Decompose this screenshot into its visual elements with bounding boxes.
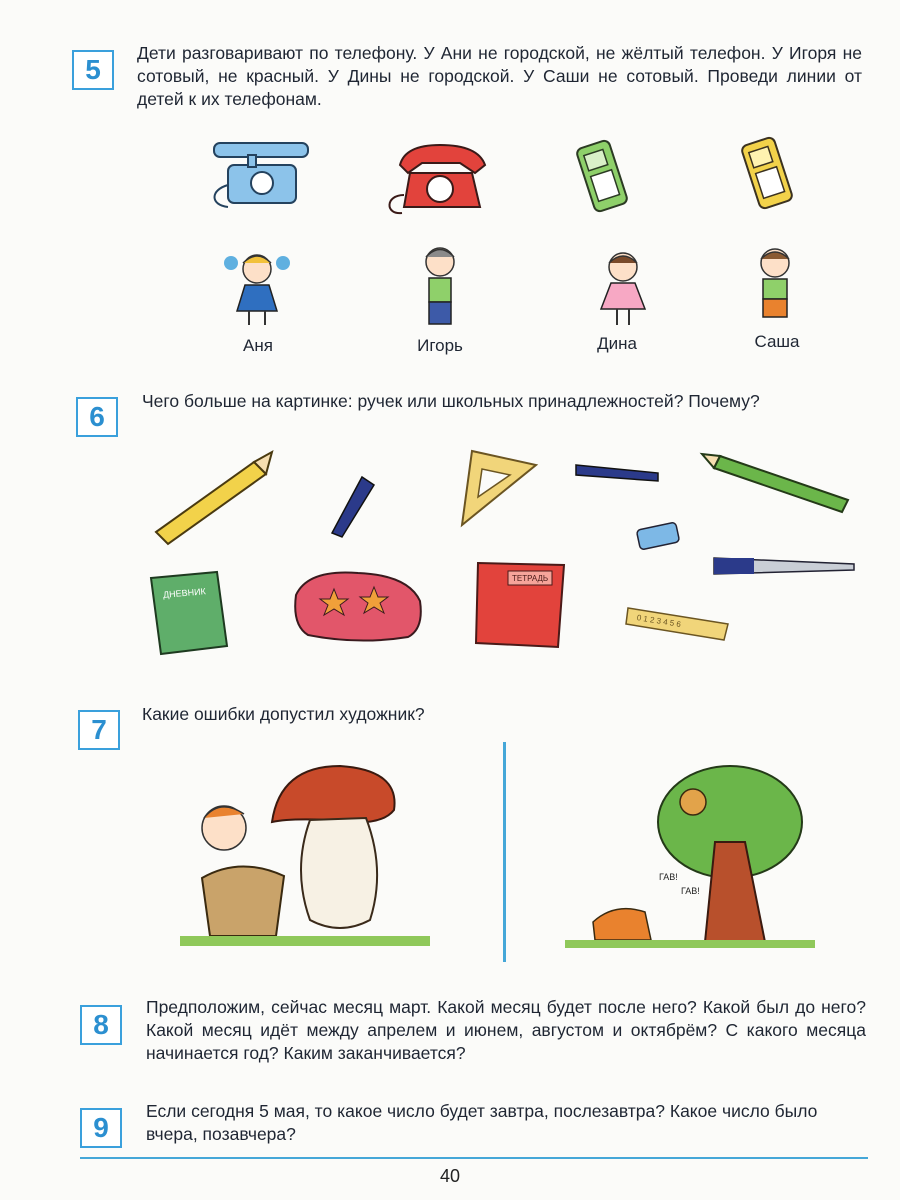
task-6-text: Чего больше на картинке: ручек или школьных принадлежностей? Почему? (142, 391, 760, 411)
task-number-8: 8 (80, 1005, 122, 1045)
phone-mobile-yellow (740, 132, 800, 212)
diary (145, 568, 235, 658)
task-9-text: Если сегодня 5 мая, то какое число будет завтра, послезавтра? Какое число было вчера, позавчера? (146, 1101, 818, 1144)
pencil-green (700, 448, 855, 518)
pen-dark-blue-1 (322, 465, 382, 540)
child-anya (215, 245, 300, 330)
task-5-text: Дети разговаривают по телефону. У Ани не городской, не жёлтый телефон. У Игоря не сотовый, не красный. У Дины не городской. У Саши не сотовый. Проведи линии от детей к их телефонам. (137, 43, 862, 109)
child-dina (585, 245, 665, 330)
pen-gray (710, 550, 860, 580)
child-sasha (745, 243, 805, 328)
child-name-dina: Дина (597, 334, 637, 353)
child-name-sasha: Саша (754, 332, 800, 351)
diary-label: ДНЕВНИК (162, 586, 207, 600)
task-7-text: Какие ошибки допустил художник? (142, 704, 425, 724)
child-name-anya: Аня (243, 336, 273, 355)
notebook (472, 557, 572, 652)
footer-rule (80, 1157, 868, 1159)
eraser (634, 520, 684, 552)
phone-landline-blue (200, 135, 320, 215)
task-8-text: Предположим, сейчас месяц март. Какой месяц будет после него? Какой был до него? Какой месяц идёт между апрелем и июнем, августом и октябрём? С какого месяца начинается год? Каким заканчивается? (146, 997, 866, 1063)
child-igor (405, 240, 475, 330)
pen-dark-blue-2 (572, 455, 667, 490)
illustration-mushroom-boy (180, 760, 430, 950)
ruler (624, 600, 734, 645)
pencil-yellow (150, 448, 275, 548)
set-square (452, 445, 542, 530)
child-name-igor: Игорь (417, 336, 463, 355)
notebook-label: ТЕТРАДЬ (512, 574, 549, 583)
illustration-divider (503, 742, 506, 962)
pencil-case (288, 565, 428, 645)
task-number-6: 6 (76, 397, 118, 437)
illustration-dog-in-tree (565, 762, 815, 952)
task-number-7: 7 (78, 710, 120, 750)
phone-landline-red (380, 135, 500, 220)
ruler-digits: 0 1 2 3 4 5 6 (636, 613, 682, 629)
task-number-9: 9 (80, 1108, 122, 1148)
task-number-5: 5 (72, 50, 114, 90)
bark-text-2: ГАВ! (681, 886, 700, 896)
page-number: 40 (439, 1166, 461, 1186)
phone-mobile-green (575, 135, 635, 215)
bark-text-1: ГАВ! (659, 872, 678, 882)
